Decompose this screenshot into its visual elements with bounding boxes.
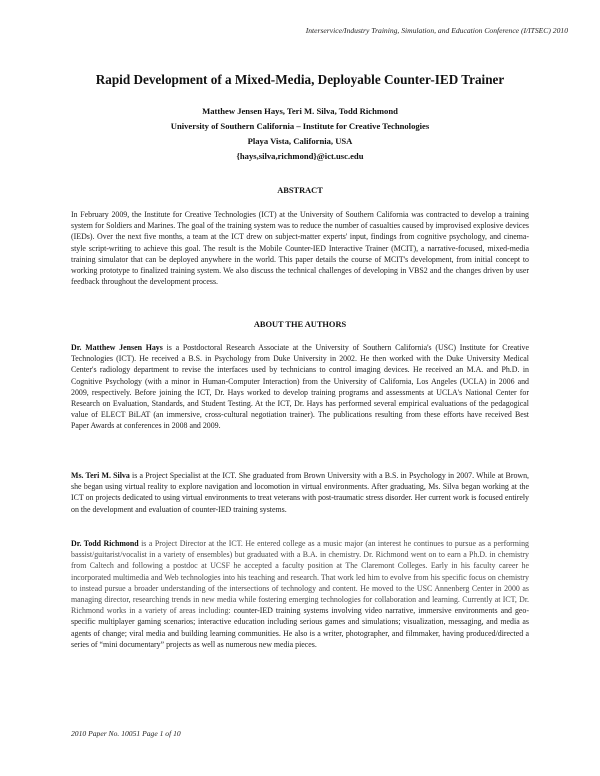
bio-silva-name: Ms. Teri M. Silva	[71, 471, 130, 480]
author-block	[60, 104, 540, 164]
author-affiliation: University of Southern California – Institute for Creative Technologies	[170, 121, 430, 131]
bio-richmond-name: Dr. Todd Richmond	[71, 539, 139, 548]
bio-richmond-text-part2: counter-IED training systems involving video narrative, immersive environments and geo-specific multiplayer gaming scenarios; interactive education including serious games and simulations; visualization, messaging, and media as agents of change; viral media and building learning communities. He also is a writer, photographer, and filmmaker, having produced/directed a series of “mini documentary” projects as well as numerous new media pieces.	[71, 606, 530, 649]
page-footer: 2010 Paper No. 10051 Page 1 of 10	[71, 729, 181, 738]
abstract-heading: ABSTRACT	[277, 186, 323, 195]
paper-title: Rapid Development of a Mixed-Media, Deployable Counter-IED Trainer	[95, 72, 505, 87]
bio-hays	[71, 342, 529, 432]
about-authors-heading: ABOUT THE AUTHORS	[253, 320, 347, 329]
bio-hays-text: is a Postdoctoral Research Associate at the University of Southern California's (USC) Institute for Creative Technologies (ICT). He received a B.S. in Psychology from Duke University in 2002. He then worked with the Duke University Medical Center's radiology department to revise the interfaces used by technicians to control imaging devices. He received an M.A. and Ph.D. in Cognitive Psychology (with a minor in Human-Computer Interaction) from the University of California, Los Angeles (UCLA) in 2006 and 2009, respectively. Before joining the ICT, Dr. Hays worked to develop training programs and assessments at UCLA's National Center for Research on Evaluation, Standards, and Student Testing. At the ICT, Dr. Hays has performed several empirical evaluations of the pedagogical value of ELECT BiLAT (an immersive, cross-cultural negotiation trainer). The publications resulting from these efforts have received Best Paper Awards at conferences in 2008 and 2009.	[71, 343, 529, 431]
bio-hays-name: Dr. Matthew Jensen Hays	[71, 343, 163, 352]
bio-silva-text: is a Project Specialist at the ICT. She graduated from Brown University with a B.S. in Psychology in 2007. While at Brown, she began using virtual reality to explore navigation and locomotion in virtual environments. After graduating, Ms. Silva began working at the ICT on projects dedicated to using virtual environments to treat veterans with post-traumatic stress disorder. Her current work is focused entirely on the development and evaluation of counter-IED training systems.	[71, 471, 530, 514]
bio-silva	[71, 470, 529, 515]
running-header: Interservice/Industry Training, Simulation, and Education Conference (I/ITSEC) 2010	[305, 26, 568, 35]
bio-richmond	[71, 538, 529, 650]
author-location: Playa Vista, California, USA	[247, 136, 353, 146]
author-email: {hays,silva,richmond}@ict.usc.edu	[236, 151, 364, 161]
abstract-text: In February 2009, the Institute for Creative Technologies (ICT) at the University of Southern California was contracted to develop a training system for Soldiers and Marines. The goal of the training system was to reduce the number of casualties caused by improvised explosive devices (IEDs). Over the next five months, a team at the ICT drew on subject-matter experts' input, findings from cognitive psychology, and cinema-style script-writing to achieve this goal. The result is the Mobile Counter-IED Interactive Trainer (MCIT), a narrative-focused, mixed-media training simulator that can be deployed anywhere in the world. This paper details the course of MCIT's development, from initial concept to working prototype to finalized training system. We also discuss the technical challenges of developing in VBS2 and the changes driven by user feedback throughout the development process.	[71, 210, 529, 287]
author-names: Matthew Jensen Hays, Teri M. Silva, Todd Richmond	[202, 106, 398, 116]
bio-richmond-text-part1: is a Project Director at the ICT. He entered college as a music major (an interest he continues to pursue as a performing bassist/guitarist/vocalist in a variety of ensembles) but graduated with a B.A. in chemistry. Dr. Richmond went on to earn a Ph.D. in chemistry from Caltech and following a postdoc at UCSF he accepted a faculty position at The Claremont Colleges. Early in his faculty career he incorporated multimedia and Web technologies into his teaching and research. That work led him to evolve from his specific focus on chemistry to instead pursue a broader understanding of the intersections of technology and content. He moved to the USC Annenberg Center in 2000 as managing director, researching trends in new media while fostering emerging technologies for collaboration and learning. Currently at ICT, Dr. Richmond works in a variety of areas including:	[71, 539, 529, 616]
